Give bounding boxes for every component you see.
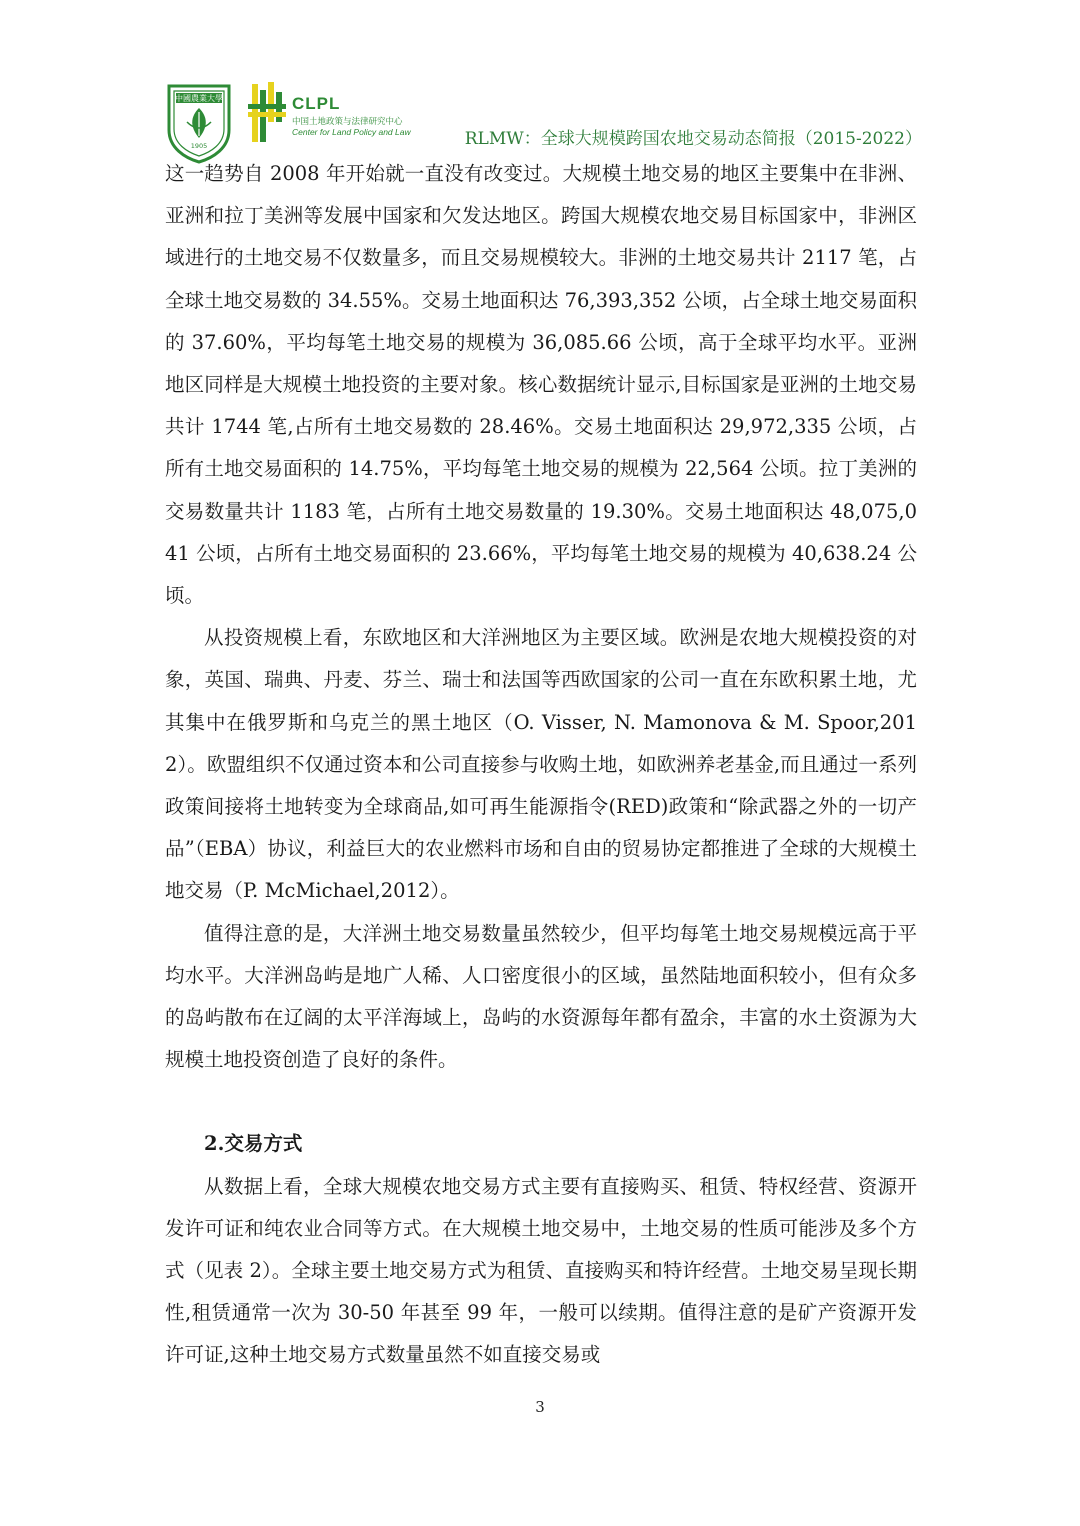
logo-caption: 中國農業大學 [175, 94, 223, 103]
section-heading: 2.交易方式 [204, 1132, 303, 1156]
document-body [165, 153, 917, 1377]
page-number: 3 [535, 1398, 545, 1416]
shield-emblem-icon [165, 82, 233, 164]
clpl-mark-icon [246, 80, 290, 146]
clpl-english-name: Center for Land Policy and Law [292, 127, 411, 137]
clpl-title: CLPL [292, 94, 341, 113]
paragraph-transaction-methods: 从数据上看，全球大规模农地交易方式主要有直接购买、租赁、特权经营、资源开发许可证和纯农业合同等方式。在大规模土地交易中，土地交易的性质可能涉及多个方式（见表 2）。全球主要土地交易方式为租赁、直接购买和特许经营。土地交易呈现长期性,租赁通常一次为 30-50 年甚至 99 年，一般可以续期。值得注意的是矿产资源开发许可证,这种土地交易方式数量虽然不如直接交易或 [165, 1174, 917, 1367]
clpl-chinese-name: 中国土地政策与法律研究中心 [292, 117, 403, 127]
logo-year: 1905 [190, 142, 208, 150]
clpl-logo [246, 80, 446, 146]
paragraph-oceania: 值得注意的是，大洋洲土地交易数量虽然较少，但平均每笔土地交易规模远高于平均水平。大洋洲岛屿是地广人稀、人口密度很小的区域，虽然陆地面积较小，但有众多的岛屿散布在辽阔的太平洋海域上，岛屿的水资源每年都有盈余，丰富的水土资源为大规模土地投资创造了良好的条件。 [165, 921, 917, 1072]
paragraph-regional-distribution: 这一趋势自 2008 年开始就一直没有改变过。大规模土地交易的地区主要集中在非洲、亚洲和拉丁美洲等发展中国家和欠发达地区。跨国大规模农地交易目标国家中，非洲区域进行的土地交易不仅数量多，而且交易规模较大。非洲的土地交易共计 2117 笔，占全球土地交易数的 34.55%。交易土地面积达 76,393,352 公顷，占全球土地交易面积的 37.60%，平均每笔土地交易的规模为 36,085.66 公顷，高于全球平均水平。亚洲地区同样是大规模土地投资的主要对象。核心数据统计显示,目标国家是亚洲的土地交易共计 1744 笔,占所有土地交易数的 28.46%。交易土地面积达 29,972,335 公顷，占所有土地交易面积的 14.75%，平均每笔土地交易的规模为 22,564 公顷。拉丁美洲的交易数量共计 1183 笔，占所有土地交易数量的 19.30%。交易土地面积达 48,075,041 公顷，占所有土地交易面积的 23.66%，平均每笔土地交易的规模为 40,638.24 公顷。 [165, 162, 917, 608]
section-gap [165, 1081, 917, 1123]
paragraph-investment-scale: 从投资规模上看，东欧地区和大洋洲地区为主要区域。欧洲是农地大规模投资的对象，英国、瑞典、丹麦、芬兰、瑞士和法国等西欧国家的公司一直在东欧积累土地，尤其集中在俄罗斯和乌克兰的黑土地区（O. Visser, N. Mamonova & M. Spoor,2012）。欧盟组织不仅通过资本和公司直接参与收购土地，如欧洲养老基金,而且通过一系列政策间接将土地转变为全球商品,如可再生能源指令(RED)政策和“除武器之外的一切产品”（EBA）协议，利益巨大的农业燃料市场和自由的贸易协定都推进了全球的大规模土地交易（P. McMichael,2012）。 [165, 626, 917, 903]
university-logo [165, 82, 233, 164]
running-header-title: RLMW：全球大规模跨国农地交易动态简报（2015-2022） [464, 129, 922, 149]
